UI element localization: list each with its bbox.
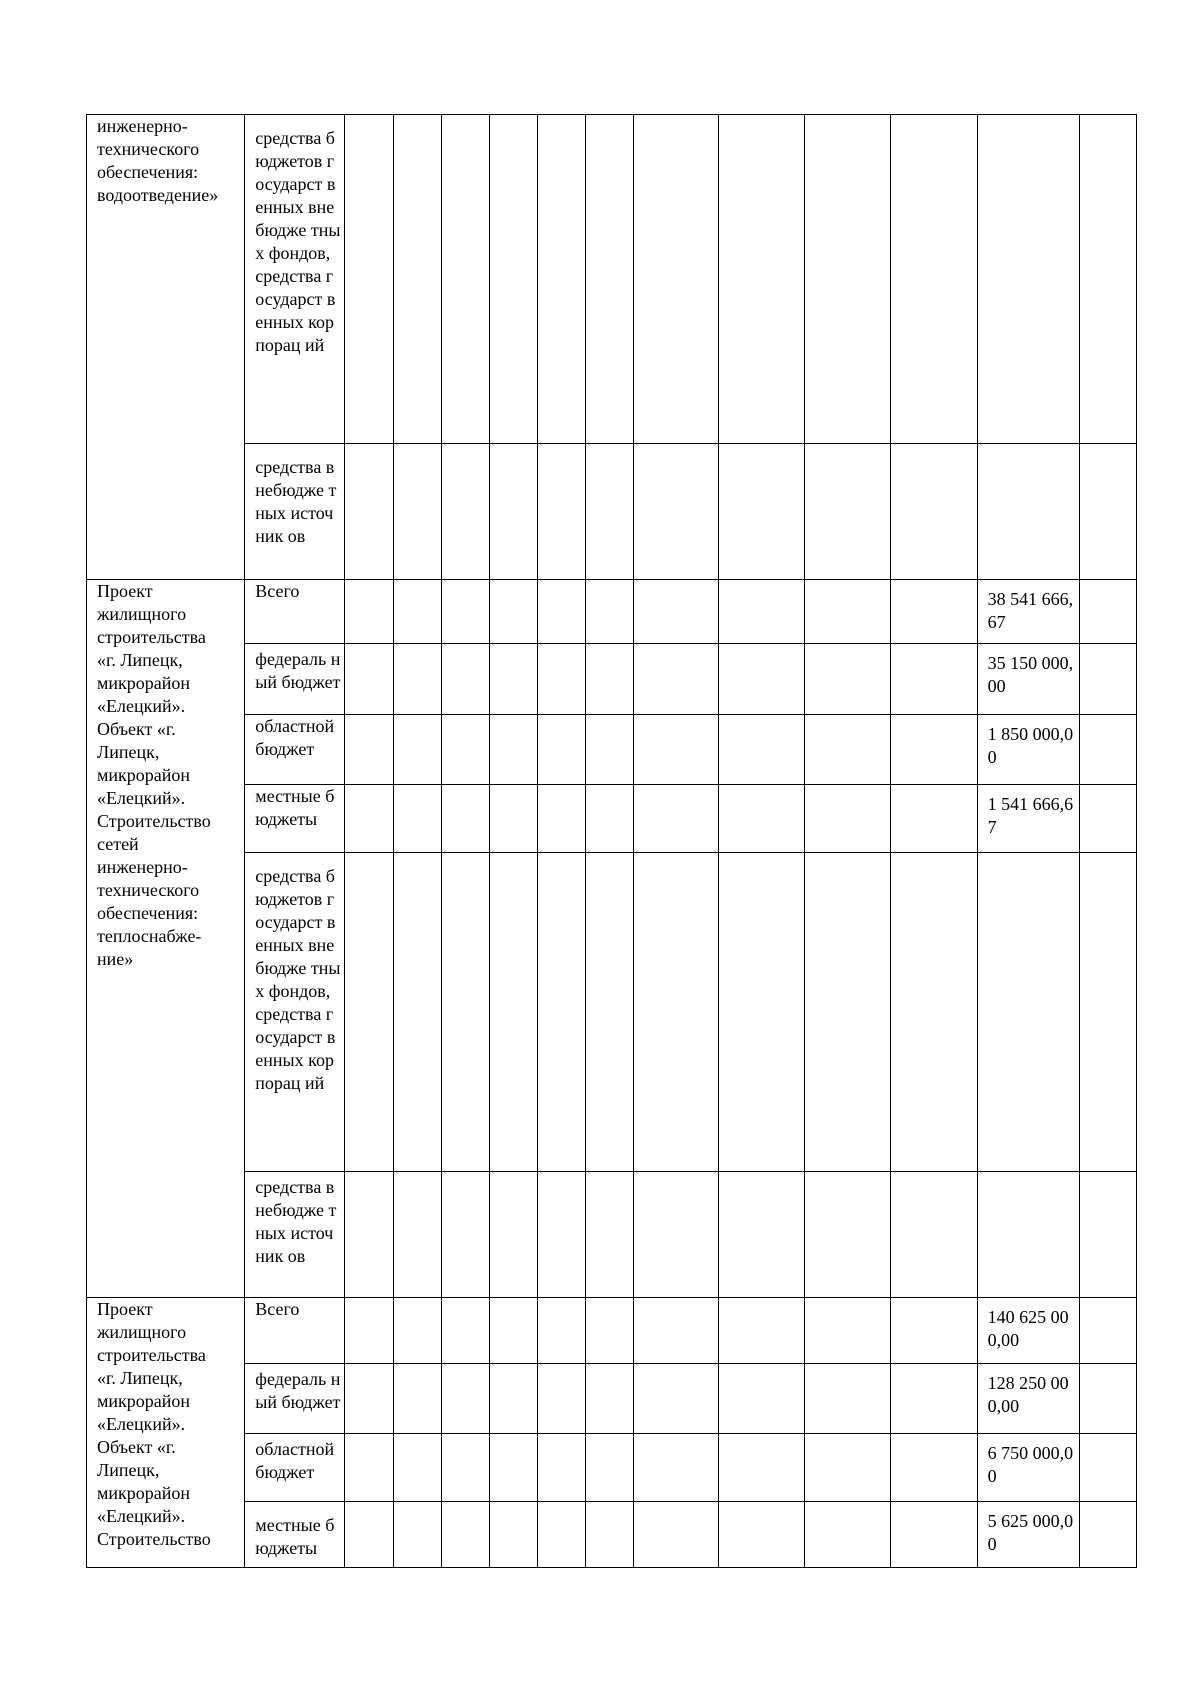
empty-cell	[537, 444, 585, 580]
empty-cell	[441, 715, 489, 785]
funding-source-cell	[245, 1434, 345, 1502]
funding-source-cell	[245, 644, 345, 715]
empty-cell	[719, 444, 805, 580]
empty-cell	[393, 1364, 441, 1434]
empty-cell	[441, 444, 489, 580]
empty-cell	[633, 115, 718, 444]
empty-cell	[891, 580, 977, 644]
empty-cell	[891, 853, 977, 1172]
empty-cell	[891, 115, 977, 444]
empty-cell	[489, 1172, 537, 1298]
empty-cell	[1079, 1172, 1136, 1298]
empty-cell	[537, 785, 585, 853]
empty-cell	[537, 1502, 585, 1568]
funding-source-cell	[245, 853, 345, 1172]
empty-cell	[441, 644, 489, 715]
empty-cell	[1079, 1364, 1136, 1434]
empty-cell	[805, 785, 891, 853]
empty-cell	[345, 715, 393, 785]
empty-cell	[441, 1172, 489, 1298]
amount-value: 1 850 000,00	[987, 724, 1074, 767]
empty-cell	[805, 644, 891, 715]
funding-source-cell	[245, 1298, 345, 1364]
empty-cell	[719, 1364, 805, 1434]
empty-cell	[891, 644, 977, 715]
empty-cell	[891, 785, 977, 853]
budget-table	[86, 114, 1137, 1568]
table-row	[87, 1298, 1137, 1364]
table-row	[87, 715, 1137, 785]
table-row	[87, 1502, 1137, 1568]
empty-cell	[585, 1172, 633, 1298]
amount-cell	[977, 644, 1079, 715]
empty-cell	[345, 785, 393, 853]
empty-cell	[489, 1298, 537, 1364]
empty-cell	[345, 1364, 393, 1434]
empty-cell	[633, 1172, 718, 1298]
empty-cell	[585, 580, 633, 644]
empty-cell	[633, 444, 718, 580]
funding-source-label: средства бюджетов государст венных внебюдже тных фондов, средства государст венных корпорац ий	[255, 128, 341, 355]
funding-source-cell	[245, 785, 345, 853]
empty-cell	[805, 715, 891, 785]
empty-cell	[393, 115, 441, 444]
empty-cell	[805, 580, 891, 644]
amount-cell	[977, 444, 1079, 580]
empty-cell	[441, 1298, 489, 1364]
empty-cell	[891, 1434, 977, 1502]
empty-cell	[393, 1502, 441, 1568]
empty-cell	[719, 715, 805, 785]
empty-cell	[393, 444, 441, 580]
funding-source-cell	[245, 444, 345, 580]
table-body	[87, 115, 1137, 1568]
funding-source-label: областной бюджет	[255, 716, 335, 759]
empty-cell	[537, 644, 585, 715]
funding-source-cell	[245, 715, 345, 785]
amount-cell	[977, 115, 1079, 444]
funding-source-label: местные бюджеты	[255, 786, 335, 829]
empty-cell	[1079, 1298, 1136, 1364]
empty-cell	[393, 853, 441, 1172]
empty-cell	[441, 853, 489, 1172]
empty-cell	[633, 644, 718, 715]
amount-value: 6 750 000,00	[987, 1443, 1074, 1486]
empty-cell	[345, 644, 393, 715]
empty-cell	[891, 1364, 977, 1434]
empty-cell	[393, 644, 441, 715]
empty-cell	[489, 853, 537, 1172]
project-name-cell: Проект жилищного строительства «г. Липецк, микрорайон «Елецкий». Объект «г. Липецк, микрорайон «Елецкий». Строительство сетей инженерно- технического обеспечения: теплоснабже- ние»	[87, 580, 245, 1298]
amount-cell	[977, 1172, 1079, 1298]
funding-source-label: средства внебюдже тных источник ов	[255, 457, 337, 546]
empty-cell	[805, 853, 891, 1172]
empty-cell	[489, 444, 537, 580]
empty-cell	[489, 785, 537, 853]
amount-value: 128 250 000,00	[987, 1373, 1069, 1416]
empty-cell	[345, 1172, 393, 1298]
empty-cell	[441, 1502, 489, 1568]
empty-cell	[719, 853, 805, 1172]
empty-cell	[891, 1172, 977, 1298]
empty-cell	[891, 715, 977, 785]
empty-cell	[585, 1502, 633, 1568]
empty-cell	[537, 115, 585, 444]
empty-cell	[441, 1364, 489, 1434]
empty-cell	[891, 1298, 977, 1364]
empty-cell	[345, 1502, 393, 1568]
empty-cell	[441, 1434, 489, 1502]
amount-value: 140 625 000,00	[987, 1307, 1069, 1350]
empty-cell	[633, 1298, 718, 1364]
empty-cell	[441, 785, 489, 853]
empty-cell	[393, 1172, 441, 1298]
empty-cell	[585, 1364, 633, 1434]
empty-cell	[1079, 785, 1136, 853]
amount-cell	[977, 1298, 1079, 1364]
empty-cell	[537, 1298, 585, 1364]
empty-cell	[585, 644, 633, 715]
amount-cell	[977, 1434, 1079, 1502]
funding-source-cell	[245, 115, 345, 444]
empty-cell	[805, 1502, 891, 1568]
empty-cell	[345, 115, 393, 444]
table-row	[87, 853, 1137, 1172]
empty-cell	[719, 1434, 805, 1502]
empty-cell	[345, 580, 393, 644]
empty-cell	[585, 1434, 633, 1502]
empty-cell	[1079, 444, 1136, 580]
empty-cell	[585, 115, 633, 444]
empty-cell	[805, 1364, 891, 1434]
empty-cell	[1079, 853, 1136, 1172]
amount-cell	[977, 1502, 1079, 1568]
funding-source-label: Всего	[255, 1299, 300, 1319]
empty-cell	[719, 644, 805, 715]
empty-cell	[805, 1298, 891, 1364]
amount-value: 1 541 666,67	[987, 794, 1074, 837]
empty-cell	[537, 853, 585, 1172]
empty-cell	[489, 644, 537, 715]
empty-cell	[1079, 1502, 1136, 1568]
empty-cell	[441, 115, 489, 444]
empty-cell	[633, 580, 718, 644]
empty-cell	[719, 115, 805, 444]
funding-source-cell	[245, 1364, 345, 1434]
empty-cell	[441, 580, 489, 644]
empty-cell	[891, 1502, 977, 1568]
empty-cell	[537, 1172, 585, 1298]
table-row	[87, 580, 1137, 644]
funding-source-cell	[245, 1172, 345, 1298]
table-row	[87, 1364, 1137, 1434]
empty-cell	[393, 715, 441, 785]
empty-cell	[585, 715, 633, 785]
empty-cell	[633, 853, 718, 1172]
empty-cell	[1079, 715, 1136, 785]
empty-cell	[719, 580, 805, 644]
empty-cell	[489, 1502, 537, 1568]
empty-cell	[585, 853, 633, 1172]
empty-cell	[393, 785, 441, 853]
empty-cell	[489, 1434, 537, 1502]
empty-cell	[537, 580, 585, 644]
funding-source-label: местные бюджеты	[255, 1515, 335, 1558]
table-row	[87, 1434, 1137, 1502]
empty-cell	[585, 785, 633, 853]
empty-cell	[805, 444, 891, 580]
table-row	[87, 1172, 1137, 1298]
table-row	[87, 444, 1137, 580]
empty-cell	[489, 580, 537, 644]
funding-source-label: федераль ный бюджет	[255, 1369, 341, 1412]
empty-cell	[345, 1298, 393, 1364]
empty-cell	[719, 1298, 805, 1364]
table-row	[87, 115, 1137, 444]
empty-cell	[1079, 1434, 1136, 1502]
table-row	[87, 785, 1137, 853]
amount-value: 35 150 000,00	[987, 653, 1074, 696]
empty-cell	[345, 1434, 393, 1502]
funding-source-label: Всего	[255, 581, 300, 601]
empty-cell	[805, 1172, 891, 1298]
amount-value: 5 625 000,00	[987, 1511, 1074, 1554]
empty-cell	[393, 1298, 441, 1364]
empty-cell	[345, 444, 393, 580]
empty-cell	[719, 1502, 805, 1568]
empty-cell	[1079, 580, 1136, 644]
empty-cell	[537, 715, 585, 785]
amount-cell	[977, 785, 1079, 853]
funding-source-label: средства внебюдже тных источник ов	[255, 1177, 337, 1266]
project-name-cell: инженерно- технического обеспечения: водоотведение»	[87, 115, 245, 580]
empty-cell	[633, 1364, 718, 1434]
empty-cell	[345, 853, 393, 1172]
empty-cell	[891, 444, 977, 580]
empty-cell	[537, 1364, 585, 1434]
empty-cell	[489, 715, 537, 785]
empty-cell	[633, 1434, 718, 1502]
amount-value: 38 541 666,67	[987, 589, 1074, 632]
project-name-cell: Проект жилищного строительства «г. Липецк, микрорайон «Елецкий». Объект «г. Липецк, микрорайон «Елецкий». Строительство	[87, 1298, 245, 1568]
empty-cell	[585, 444, 633, 580]
amount-cell	[977, 1364, 1079, 1434]
amount-cell	[977, 580, 1079, 644]
empty-cell	[393, 1434, 441, 1502]
empty-cell	[1079, 115, 1136, 444]
funding-source-cell	[245, 1502, 345, 1568]
empty-cell	[537, 1434, 585, 1502]
empty-cell	[585, 1298, 633, 1364]
funding-source-label: областной бюджет	[255, 1439, 335, 1482]
empty-cell	[633, 1502, 718, 1568]
empty-cell	[489, 115, 537, 444]
amount-cell	[977, 853, 1079, 1172]
empty-cell	[393, 580, 441, 644]
table-row	[87, 644, 1137, 715]
funding-source-label: федераль ный бюджет	[255, 649, 341, 692]
empty-cell	[805, 115, 891, 444]
amount-cell	[977, 715, 1079, 785]
funding-source-label: средства бюджетов государст венных внебюдже тных фондов, средства государст венных корпорац ий	[255, 866, 341, 1093]
empty-cell	[633, 715, 718, 785]
empty-cell	[719, 785, 805, 853]
empty-cell	[633, 785, 718, 853]
funding-source-cell	[245, 580, 345, 644]
empty-cell	[1079, 644, 1136, 715]
empty-cell	[489, 1364, 537, 1434]
empty-cell	[719, 1172, 805, 1298]
empty-cell	[805, 1434, 891, 1502]
